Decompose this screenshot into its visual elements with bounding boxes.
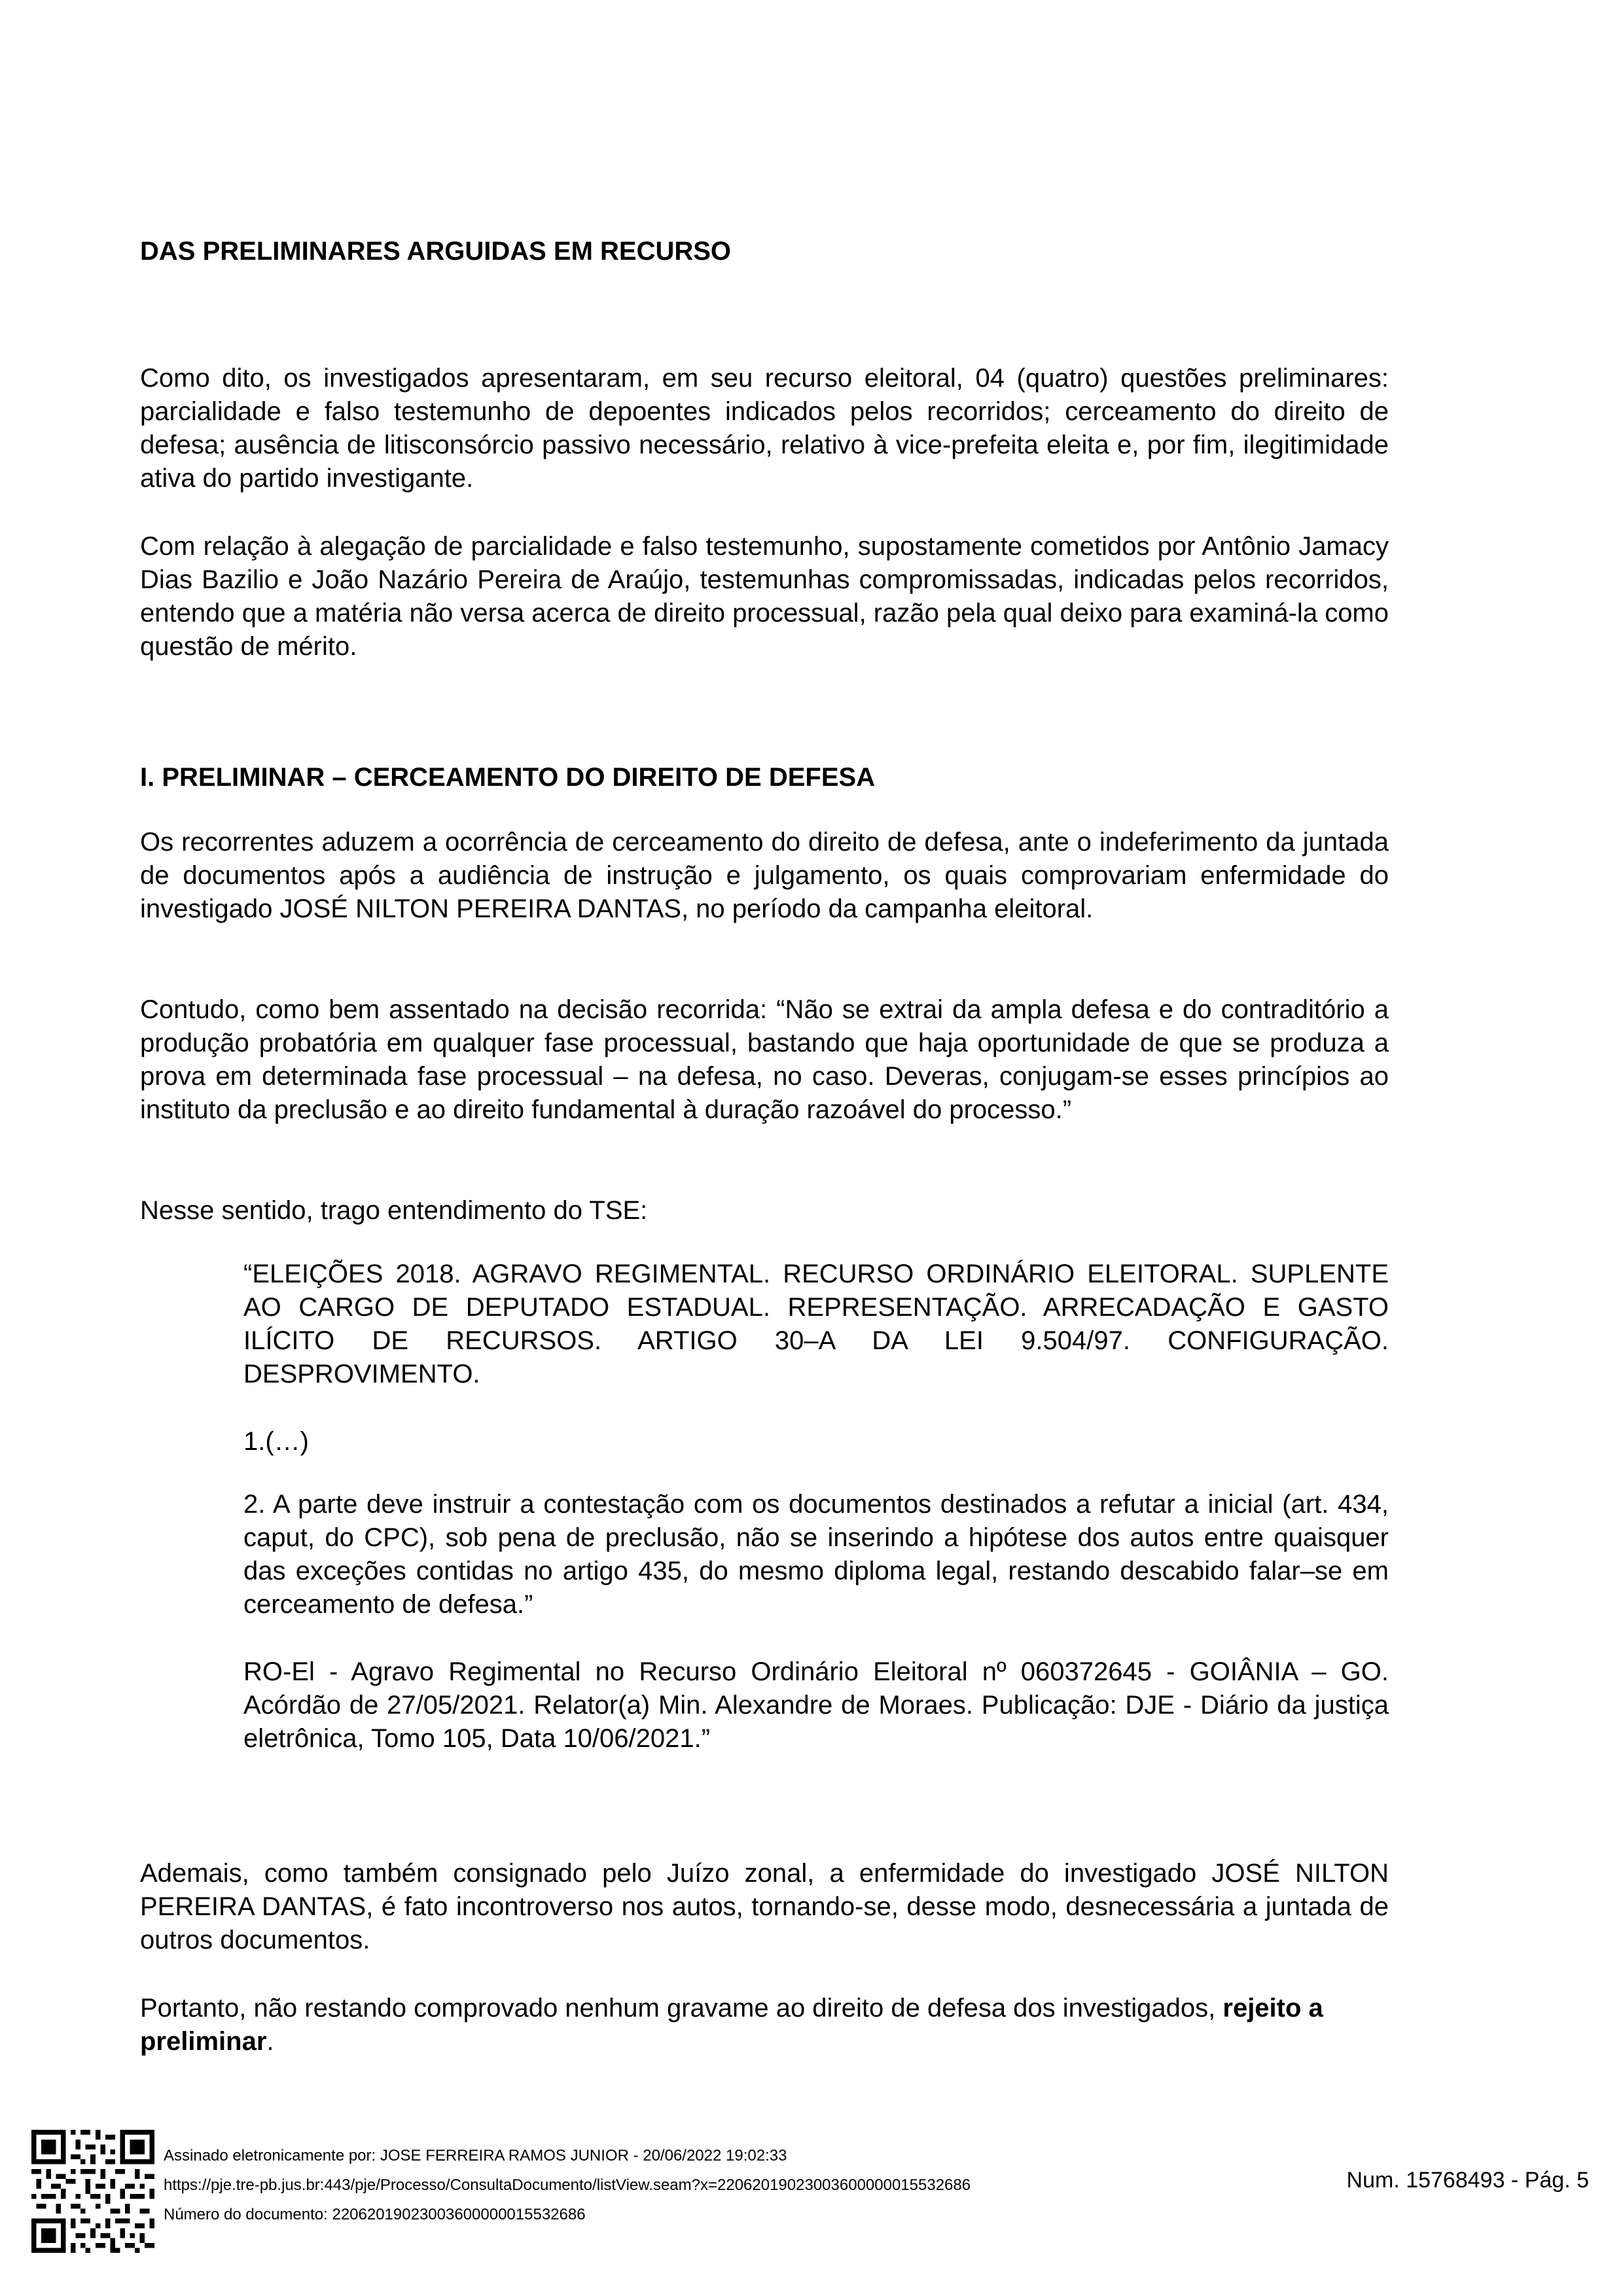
paragraph-entendimento-tse: Nesse sentido, trago entendimento do TSE: <box>140 1196 648 1225</box>
paragraph-cerceamento: Os recorrentes aduzem a ocorrência de cerceamento do direito de defesa, ante o indeferimento da juntada de documentos após a audiência de instrução e julgamento, os quais comprovariam enfermidade do investigado JOSÉ NILTON PEREIRA DANTAS, no período da campanha eleitoral. <box>140 828 1389 923</box>
footer-page-number: Num. 15768493 - Pág. 5 <box>1346 2168 1589 2193</box>
qr-code-icon <box>31 2130 154 2253</box>
quote-item-1: 1.(…) <box>243 1427 309 1456</box>
footer-document-number: Número do documento: 22062019023003600000015532686 <box>164 2206 586 2223</box>
section-heading-preliminar-1: I. PRELIMINAR – CERCEAMENTO DO DIREITO DE DEFESA <box>140 763 876 792</box>
footer-signature: Assinado eletronicamente por: JOSE FERREIRA RAMOS JUNIOR - 20/06/2022 19:02:33 <box>164 2147 787 2164</box>
quote-citation: RO-El - Agravo Regimental no Recurso Ordinário Eleitoral nº 060372645 - GOIÂNIA – GO. Acórdão de 27/05/2021. Relator(a) Min. Alexandre de Moraes. Publicação: DJE - Diário da justiça eletrônica, Tomo 105, Data 10/06/2021.” <box>243 1657 1389 1753</box>
conclusao-end: . <box>266 2027 274 2056</box>
footer-url-link[interactable]: https://pje.tre-pb.jus.br:443/pje/Processo/ConsultaDocumento/listView.seam?x=22062019023003600000015532686 <box>164 2176 971 2194</box>
paragraph-conclusao <box>140 1992 1389 2058</box>
paragraph-intro: Como dito, os investigados apresentaram, em seu recurso eleitoral, 04 (quatro) questões preliminares: parcialidade e falso testemunho de depoentes indicados pelos recorridos; cerceamento do direito de defesa; ausência de litisconsórcio passivo necessário, relativo à vice-prefeita eleita e, por fim, ilegitimidade ativa do partido investigante. <box>140 364 1389 493</box>
conclusao-bold: rejeito a preliminar <box>140 1994 1323 2056</box>
section-heading-preliminares: DAS PRELIMINARES ARGUIDAS EM RECURSO <box>140 237 732 266</box>
paragraph-ademais: Ademais, como também consignado pelo Juízo zonal, a enfermidade do investigado JOSÉ NILTON PEREIRA DANTAS, é fato incontroverso nos autos, tornando-se, desse modo, desnecessária a juntada de outros documentos. <box>140 1859 1389 1954</box>
conclusao-text: Portanto, não restando comprovado nenhum gravame ao direito de defesa dos investigados, <box>140 1994 1223 2022</box>
paragraph-decisao-recorrida: Contudo, como bem assentado na decisão recorrida: “Não se extrai da ampla defesa e do contraditório a produção probatória em qualquer fase processual, bastando que haja oportunidade de que se produza a prova em determinada fase processual – na defesa, no caso. Deveras, conjugam-se esses princípios ao instituto da preclusão e ao direito fundamental à duração razoável do processo.” <box>140 995 1389 1124</box>
quote-item-2: 2. A parte deve instruir a contestação com os documentos destinados a refutar a inicial (art. 434, caput, do CPC), sob pena de preclusão, não se inserindo a hipótese dos autos entre quaisquer das exceções contidas no artigo 435, do mesmo diploma legal, restando descabido falar–se em cerceamento de defesa.” <box>243 1490 1389 1619</box>
paragraph-parcialidade: Com relação à alegação de parcialidade e falso testemunho, supostamente cometidos por Antônio Jamacy Dias Bazilio e João Nazário Pereira de Araújo, testemunhas compromissadas, indicadas pelos recorridos, entendo que a matéria não versa acerca de direito processual, razão pela qual deixo para examiná-la como questão de mérito. <box>140 532 1389 661</box>
quote-ementa: “ELEIÇÕES 2018. AGRAVO REGIMENTAL. RECURSO ORDINÁRIO ELEITORAL. SUPLENTE AO CARGO DE DEPUTADO ESTADUAL. REPRESENTAÇÃO. ARRECADAÇÃO E GASTO ILÍCITO DE RECURSOS. ARTIGO 30–A DA LEI 9.504/97. CONFIGURAÇÃO. DESPROVIMENTO. <box>243 1260 1389 1388</box>
